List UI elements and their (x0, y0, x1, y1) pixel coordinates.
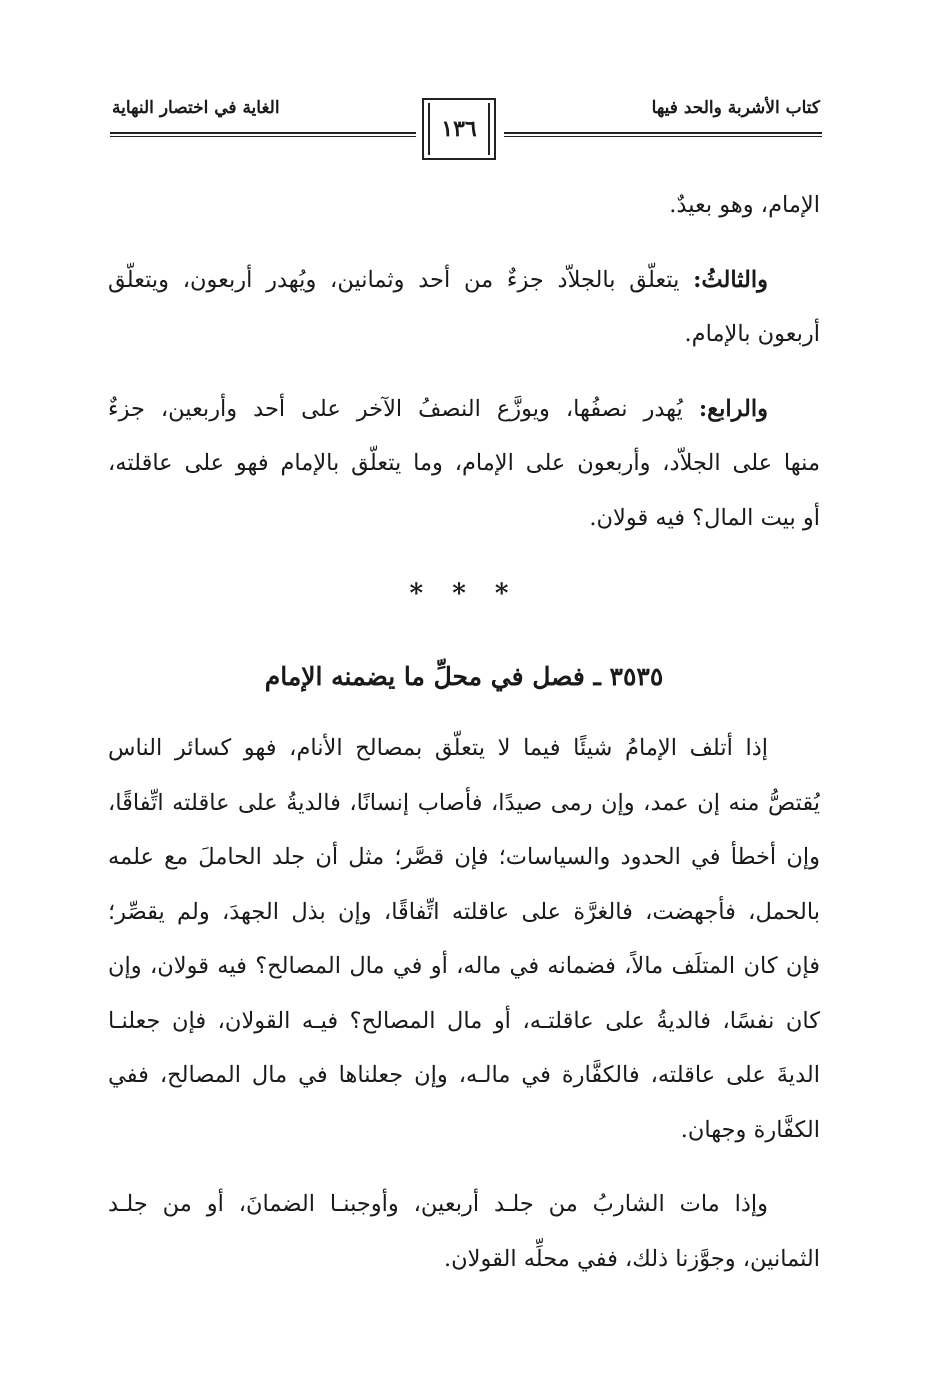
text-line: وإن أخطأ في الحدود والسياسات؛ فإن قصَّر؛ مثل أن جلد الحاملَ مع علمه (108, 844, 820, 870)
paragraph-keyword: والثالثُ: (693, 266, 768, 293)
text-line: بالحمل، فأجهضت، فالغرَّة على عاقلته اتِّفاقًا، وإن بذل الجهدَ، ولم يقصِّر؛ (108, 898, 820, 925)
text-line: فإن كان المتلَف مالاً، فضمانه في ماله، أو في مال المصالح؟ فيه قولان، وإن (108, 953, 820, 979)
text-line: منها على الجلاّد، وأربعون على الإمام، وما يتعلّق بالإمام فهو على عاقلته، (108, 450, 820, 476)
header-rule-right-thin (504, 136, 822, 137)
text-line: أو بيت المال؟ فيه قولان. (589, 504, 820, 531)
running-header (110, 92, 822, 174)
section-heading: ٣٥٣٥ ـ فصل في محلِّ ما يضمنه الإمام (264, 662, 664, 691)
text-span: يُهدر نصفُها، ويوزَّع النصفُ الآخر على أحد وأربعين، جزءٌ (108, 395, 683, 422)
text-line: الثمانين، وجوَّزنا ذلك، ففي محلِّه القولان. (443, 1245, 820, 1272)
text-line: الديةَ على عاقلته، فالكفَّارة في مالـه، وإن جعلناها في مال المصالح، ففي (108, 1062, 820, 1088)
text-line: إذا أتلف الإمامُ شيئًا فيما لا يتعلّق بمصالح الأنام، فهو كسائر الناس (108, 735, 768, 761)
header-rule-left-thin (110, 136, 416, 137)
paragraph-keyword: والرابع: (698, 395, 768, 422)
page-number: ١٣٦ (441, 116, 477, 142)
text-line: الكفَّارة وجهان. (680, 1116, 820, 1143)
paragraph-fourth-opinion (108, 382, 820, 437)
text-span: يتعلّق بالجلاّد جزءٌ من أحد وثمانين، ويُهدر أربعون، ويتعلّق (108, 266, 680, 293)
text-line: أربعون بالإمام. (684, 321, 820, 347)
text-line: وإذا مات الشاربُ من جلـد أربعين، وأوجبنـا الضمانَ، أو من جلـد (108, 1191, 768, 1217)
text-line: يُقتصُّ منه إن عمد، وإن رمى صيدًا، فأصاب إنسانًا، فالديةُ على عاقلته اتِّفاقًا، (108, 789, 820, 816)
header-rule-right (504, 132, 822, 134)
text-line: الإمام، وهو بعيدٌ. (669, 192, 820, 218)
book-title: الغاية في اختصار النهاية (112, 98, 280, 118)
text-line: كان نفسًا، فالديةُ على عاقلتـه، أو مال المصالح؟ فيـه القولان، فإن جعلنـا (108, 1007, 820, 1034)
body-text (108, 178, 820, 1286)
section-divider-stars: * * * (409, 579, 519, 609)
page-number-frame (422, 98, 496, 160)
chapter-title: كتاب الأشربة والحد فيها (651, 98, 820, 118)
paragraph-third-opinion (108, 253, 820, 308)
header-rule-left (110, 132, 416, 134)
